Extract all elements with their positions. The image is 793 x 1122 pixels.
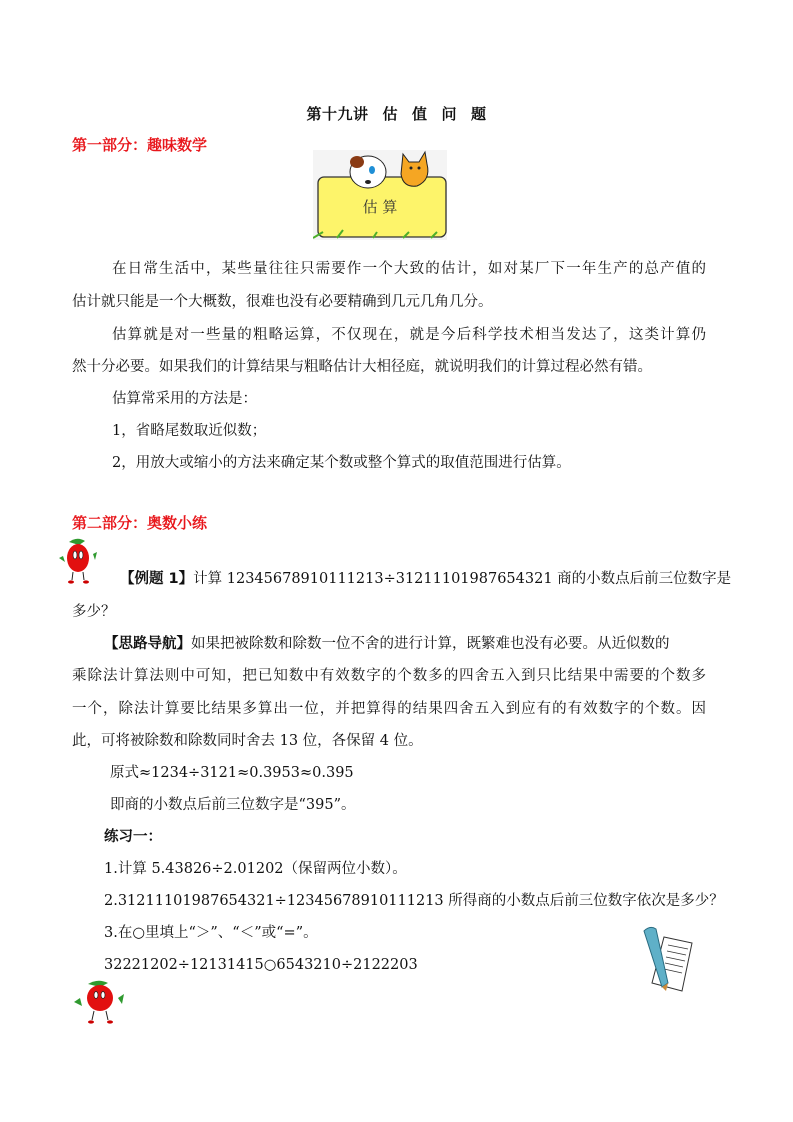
hint-label: 【思路导航】 (104, 636, 191, 652)
hint-line: 乘除法计算法则中可知，把已知数中有效数字的个数多的四舍五入到只比结果中需要的个数多 (72, 668, 706, 684)
title-prefix: 第十九讲 (306, 105, 369, 123)
paragraph: 然十分必要。如果我们的计算结果与粗略估计大相径庭，就说明我们的计算过程必然有错。 (72, 359, 652, 375)
hint-text: 如果把被除数和除数一位不舍的进行计算，既繁难也没有必要。从近似数的 (191, 636, 670, 652)
method-item: 2，用放大或缩小的方法来确定某个数或整个算式的取值范围进行估算。 (112, 455, 571, 471)
apple-mascot-icon (70, 976, 128, 1026)
page-title (0, 103, 793, 124)
paragraph: 在日常生活中，某些量往往只需要作一个大致的估计，如对某厂下一年生产的总产值的 (112, 261, 706, 277)
methods-intro: 估算常采用的方法是： (112, 391, 257, 407)
paragraph: 估计就只能是一个大概数，很难也没有必要精确到几元几角几分。 (72, 294, 493, 310)
title-char: 问 (441, 105, 458, 123)
hint-line: 此，可将被除数和除数同时舍去 13 位，各保留 4 位。 (72, 733, 423, 749)
title-char: 题 (471, 105, 487, 123)
title-char: 值 (411, 105, 428, 123)
example-text-cont: 多少？ (72, 604, 116, 620)
solution-line: 原式≈1234÷3121≈0.3953≈0.395 (110, 765, 354, 781)
example-label: 【例题 1】 (120, 571, 194, 587)
practice-item: 2.31211101987654321÷12345678910111213 所得商的小数点后前三位数字依次是多少？ (104, 893, 724, 909)
banner-label: 估 算 (362, 198, 398, 216)
apple-mascot-icon (55, 536, 103, 586)
hint-line (104, 634, 670, 654)
practice-item: 3.在○里填上“＞”、“＜”或“=”。 (104, 925, 318, 941)
section2-heading: 第二部分：奥数小练 (72, 514, 208, 532)
practice-item: 32221202÷12131415○6543210÷2122203 (104, 957, 418, 973)
example-1 (120, 569, 732, 589)
pencil-paper-icon (636, 925, 696, 997)
estimate-banner-image (313, 150, 447, 240)
practice-item: 1.计算 5.43826÷2.01202（保留两位小数）。 (104, 861, 407, 877)
paragraph: 估算就是对一些量的粗略运算，不仅现在，就是今后科学技术相当发达了，这类计算仍 (112, 327, 706, 343)
practice-heading: 练习一： (104, 829, 162, 845)
solution-line: 即商的小数点后前三位数字是“395”。 (110, 797, 356, 813)
hint-line: 一个，除法计算要比结果多算出一位，并把算得的结果四舍五入到应有的有效数字的个数。因 (72, 701, 706, 717)
example-text: 计算 12345678910111213÷31211101987654321 商的小数点后前三位数字是 (193, 571, 732, 587)
method-item: 1，省略尾数取近似数； (112, 423, 267, 439)
section1-heading: 第一部分：趣味数学 (72, 136, 208, 154)
dog-cat-illustration (313, 150, 447, 240)
title-char: 估 (382, 105, 398, 123)
